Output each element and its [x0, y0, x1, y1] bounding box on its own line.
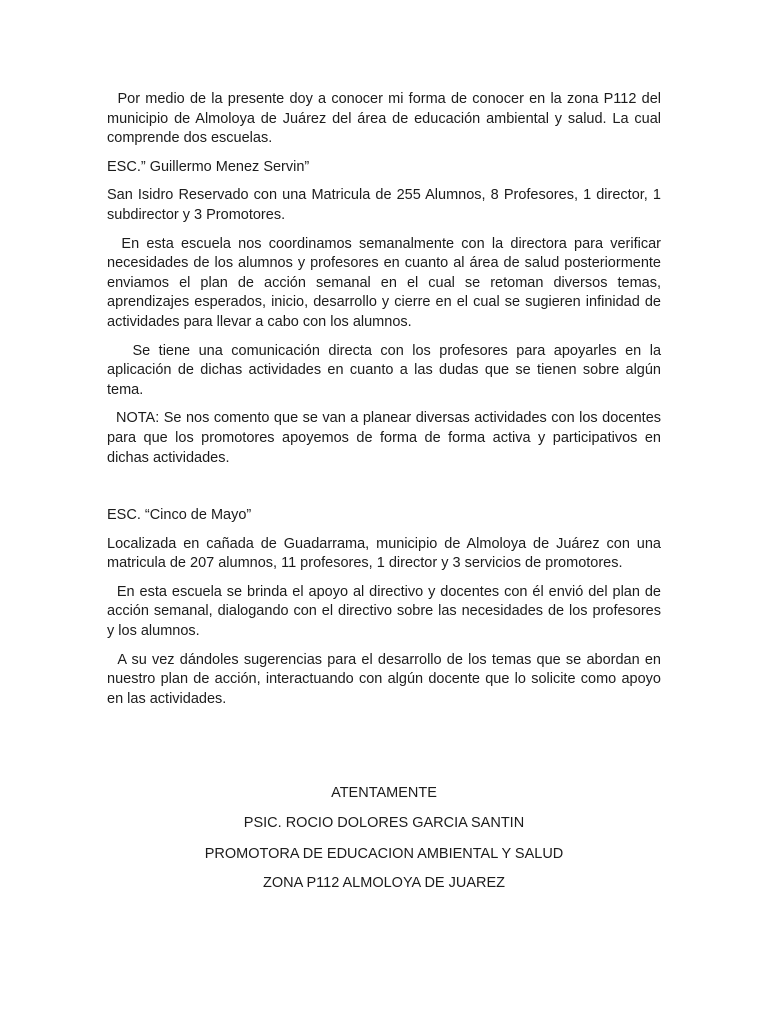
school1-note: NOTA: Se nos comento que se van a planear diversas actividades con los docentes para que los promotores apoyemos de forma de forma activa y participativos en dichas actividades. — [107, 410, 666, 466]
school2-title: ESC. “Cinco de Mayo” — [107, 507, 252, 524]
signature-name: PSIC. ROCIO DOLORES GARCIA SANTIN — [243, 815, 525, 831]
school2-paragraph2: A su vez dándoles sugerencias para el desarrollo de los temas que se abordan en nuestro plan de acción, interactuando con algún docente que lo solicite como apoyo en las actividades. — [107, 651, 666, 707]
school2-location: Localizada en cañada de Guadarrama, municipio de Almoloya de Juárez con una matricula de 207 alumnos, 11 profesores, 1 director y 3 servicios de promotores. — [107, 535, 666, 572]
school1-location: San Isidro Reservado con una Matricula de 255 Alumnos, 8 Profesores, 1 director, 1 subdirector y 3 Promotores. — [107, 187, 666, 223]
letter-body — [107, 90, 666, 709]
school1-paragraph2: Se tiene una comunicación directa con los profesores para apoyarles en la aplicación de dichas actividades en cuanto a las dudas que se tienen sobre algún tema. — [107, 342, 666, 398]
signature-zone: ZONA P112 ALMOLOYA DE JUAREZ — [262, 875, 506, 891]
school1-paragraph1: En esta escuela nos coordinamos semanalmente con la directora para verificar necesidades de los alumnos y profesores en cuanto al área de salud posteriormente enviamos el plan de acción semanal en el cual se retoman diversos temas, aprendizajes esperados, inicio, desarrollo y cierre en el cual se sugieren infinidad de actividades para llevar a cabo con los alumnos. — [107, 235, 666, 330]
signature-closing: ATENTAMENTE — [331, 785, 437, 801]
intro-paragraph: Por medio de la presente doy a conocer mi forma de conocer en la zona P112 del municipio de Almoloya de Juárez del área de educación ambiental y salud. La cual comprende dos escuelas. — [107, 91, 666, 147]
school1-title: ESC.” Guillermo Menez Servin” — [107, 158, 310, 175]
signature-role: PROMOTORA DE EDUCACION AMBIENTAL Y SALUD — [204, 846, 564, 862]
school2-paragraph1: En esta escuela se brinda el apoyo al directivo y docentes con él envió del plan de acción semanal, dialogando con el directivo sobre las necesidades de los profesores y los alumnos. — [107, 583, 666, 640]
